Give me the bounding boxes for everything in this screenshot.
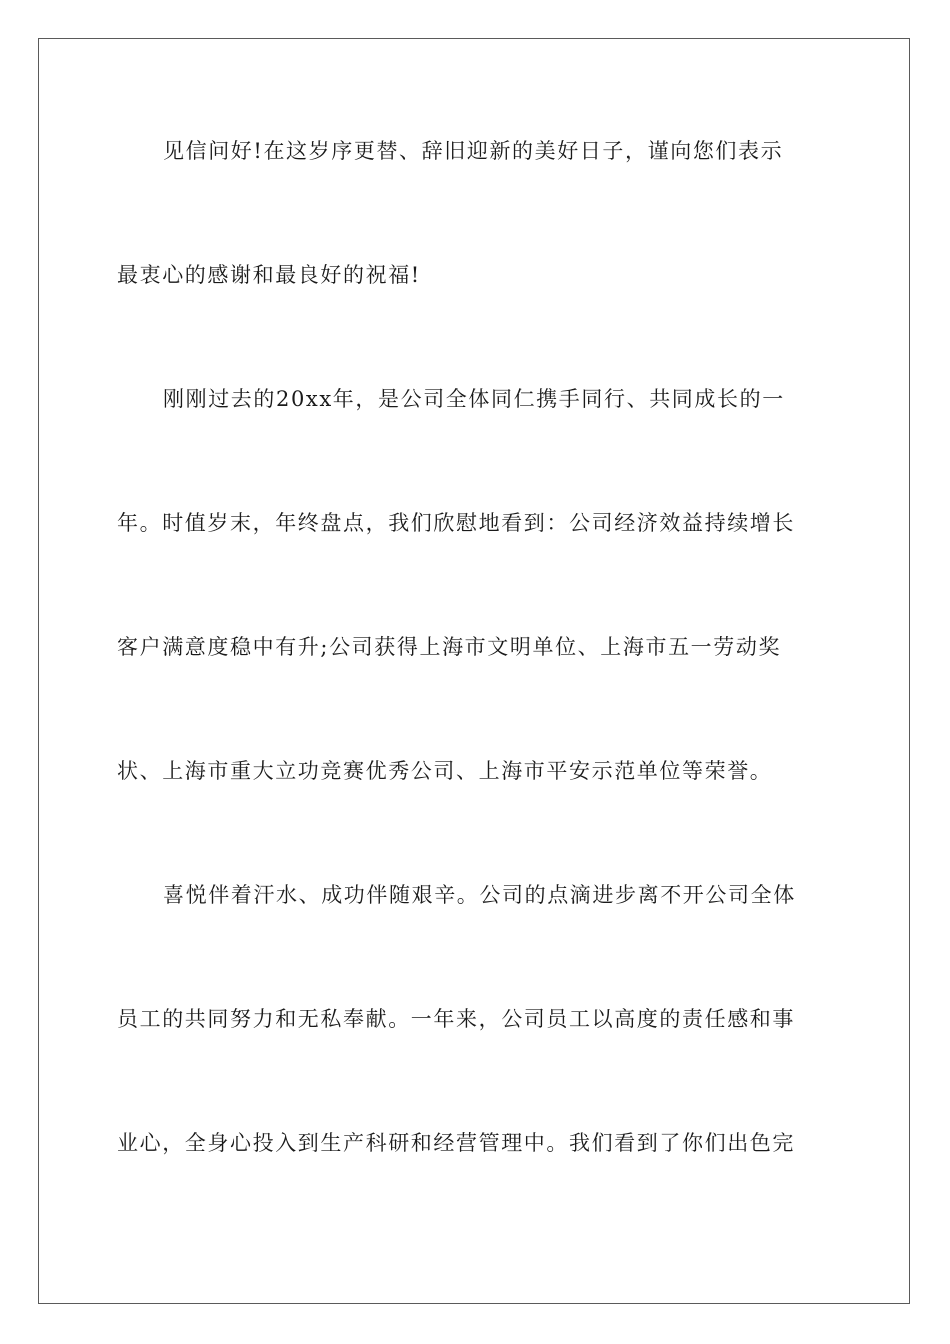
text-line-8: 员工的共同努力和无私奉献。一年来，公司员工以高度的责任感和事 xyxy=(117,1007,795,1031)
text-line-3: 刚刚过去的20xx年，是公司全体同仁携手同行、共同成长的一 xyxy=(163,387,785,411)
text-line-4: 年。时值岁末，年终盘点，我们欣慰地看到：公司经济效益持续增长 xyxy=(117,511,795,535)
text-line-9: 业心，全身心投入到生产科研和经营管理中。我们看到了你们出色完 xyxy=(117,1131,795,1155)
text-line-5: 客户满意度稳中有升;公司获得上海市文明单位、上海市五一劳动奖 xyxy=(117,635,782,659)
text-line-7: 喜悦伴着汗水、成功伴随艰辛。公司的点滴进步离不开公司全体 xyxy=(163,883,796,907)
text-line-6: 状、上海市重大立功竞赛优秀公司、上海市平安示范单位等荣誉。 xyxy=(117,759,773,783)
text-line-2: 最衷心的感谢和最良好的祝福! xyxy=(117,263,421,287)
letter-body xyxy=(117,128,833,1244)
text-line-1: 见信问好!在这岁序更替、辞旧迎新的美好日子，谨向您们表示 xyxy=(163,139,784,163)
